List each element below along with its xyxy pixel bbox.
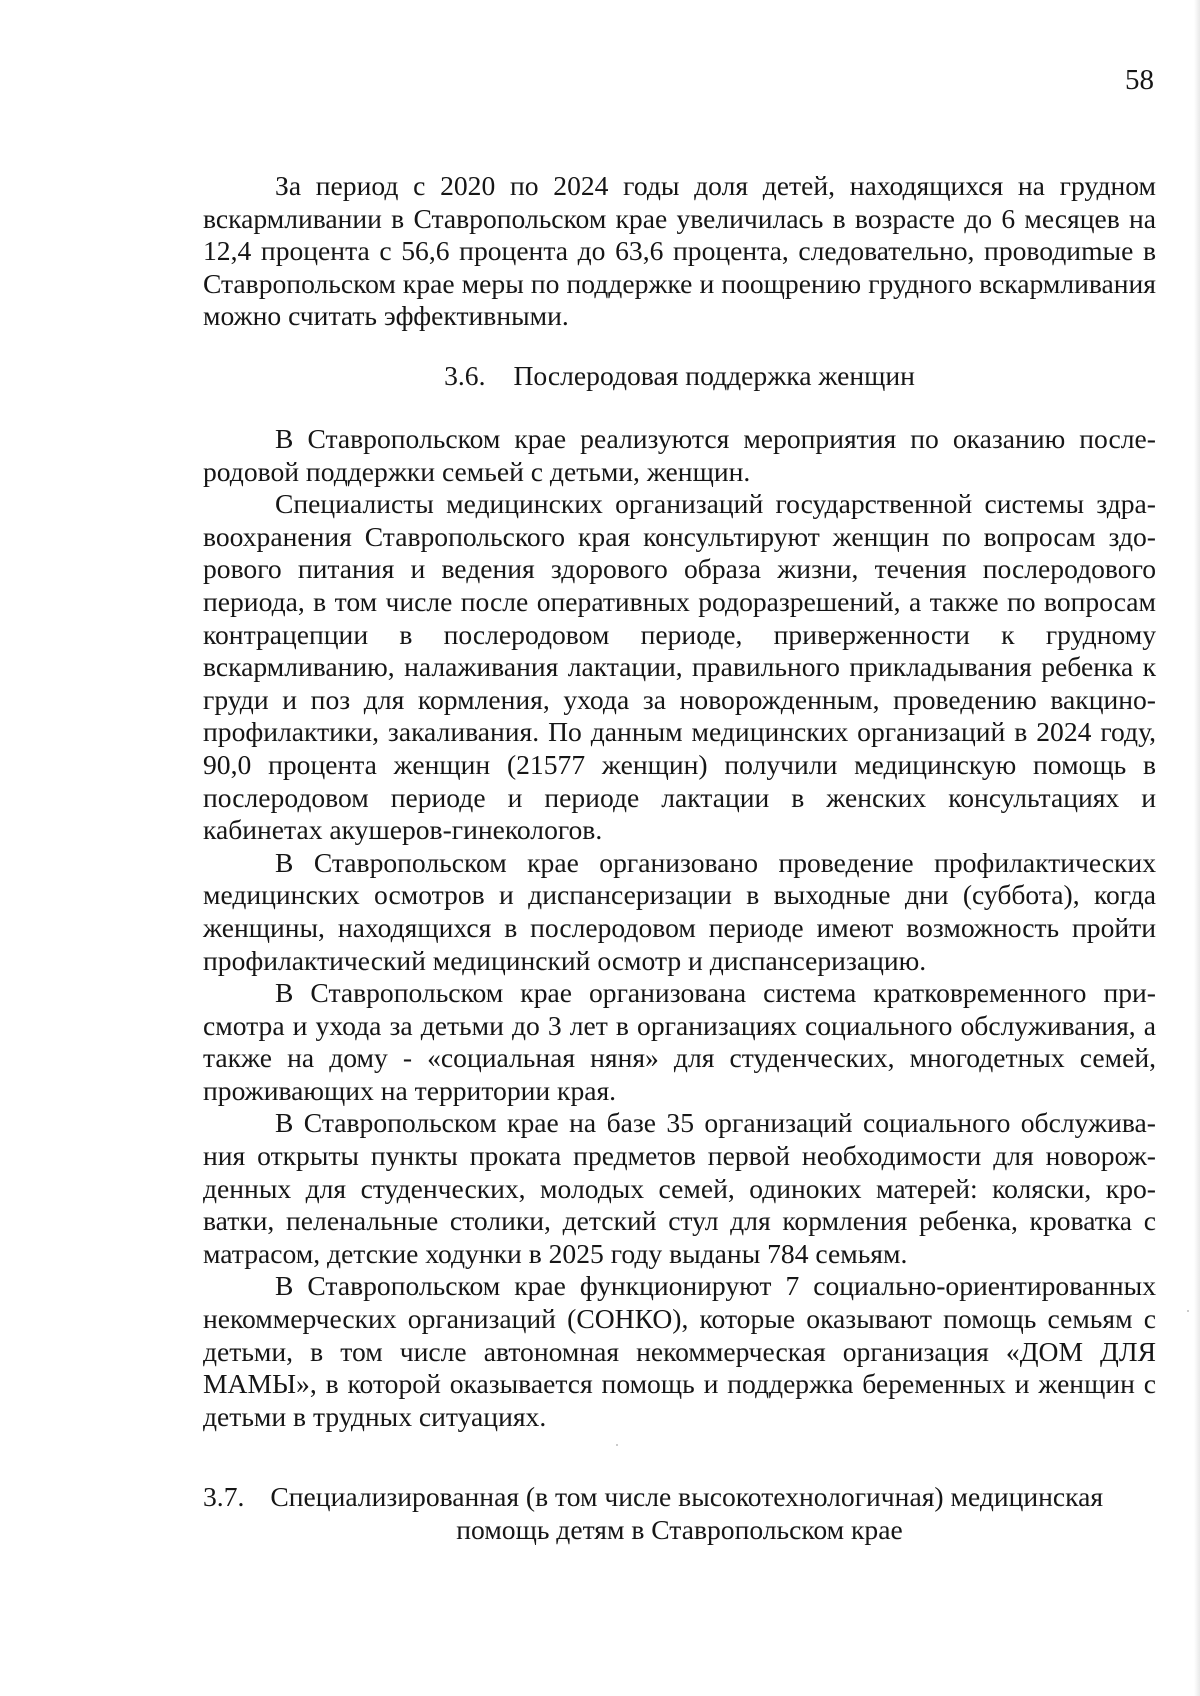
intro-block [203,170,1156,333]
paragraph: В Ставропольском крае функционируют 7 социально-ориентированных некоммерческих организаций (СОНКО), которые оказывают помощь семьям с детьми, в том числе автономная некоммерческая организация «ДОМ ДЛЯ МАМЫ», в которой оказывается помощь и поддержка беременных и женщин с детьми в трудных ситуациях. [203,1270,1156,1432]
section-number: 3.6. [444,360,486,391]
paragraph: В Ставропольском крае организовано проведение профилактических медицинских осмотров и диспансеризации в выходные дни (суббота), когда женщины, находящихся в послеродовом периоде имеют возможность пройти профилактический медицинский осмотр и диспансеризацию. [203,846,1156,976]
section-heading-line-1 [203,1481,1156,1514]
scan-speck [616,1444,618,1446]
section-heading-3-7 [203,1481,1156,1546]
section-title-line-2: помощь детям в Ставропольском крае [456,1513,903,1545]
section-title-line-1: Специализированная (в том числе высокотехнологичная) медицинская [270,1481,1104,1512]
section-heading-3-6 [203,360,1156,393]
paragraph: В Ставропольском крае на базе 35 организаций социального обслуживания открыты пункты проката предметов первой необходимости для новорожденных для студенческих, молодых семей, одиноких матерей: коляски, кроватки, пеленальные столики, детский стул для кормления ребенка, кроватка с матрасом, детские ходунки в 2025 году выданы 784 семьям. [203,1107,1156,1269]
paragraph-intro: За период с 2020 по 2024 годы доля детей, находящихся на грудном вскармливании в Ставропольском крае увеличилась в возрасте до 6 месяцев на 12,4 процента с 56,6 процента до 63,6 процента, следовательно, проводиmые в Ставропольском крае меры по поддержке и поощрению грудного вскармливания можно считать эффективными. [203,170,1156,332]
scan-speck [1187,1310,1189,1312]
page-number: 58 [1125,64,1154,96]
paragraph: Специалисты медицинских организаций государственной системы здравоохранения Ставропольского края консультируют женщин по вопросам здорового питания и ведения здорового образа жизни, течения послеродового периода, в том числе после оперативных родоразрешений, а также по вопросам контрацепции в послеродовом периоде, приверженности к грудному вскармливанию, налаживания лактации, правильного прикладывания ребенка к груди и поз для кормления, ухода за новорожденным, проведению вакцинопрофилактики, закаливания. По данным медицинских организаций в 2024 году, 90,0 процента женщин (21577 женщин) получили медицинскую помощь в послеродовом периоде и периоде лактации в женских консультациях и кабинетах акушеров-гинекологов. [203,488,1156,846]
section-number: 3.7. [203,1481,245,1512]
section-3-6-body [203,423,1156,1433]
paragraph: В Ставропольском крае организована система кратковременного присмотра и ухода за детьми до 3 лет в организациях социального обслуживания, а также на дому - «социальная няня» для студенческих, многодетных семей, проживающих на территории края. [203,977,1156,1106]
scan-edge-shadow [1194,0,1200,1696]
paragraph: В Ставропольском крае реализуются мероприятия по оказанию послеродовой поддержки семьей с детьми, женщин. [203,423,1156,487]
section-title: Послеродовая поддержка женщин [513,360,915,391]
